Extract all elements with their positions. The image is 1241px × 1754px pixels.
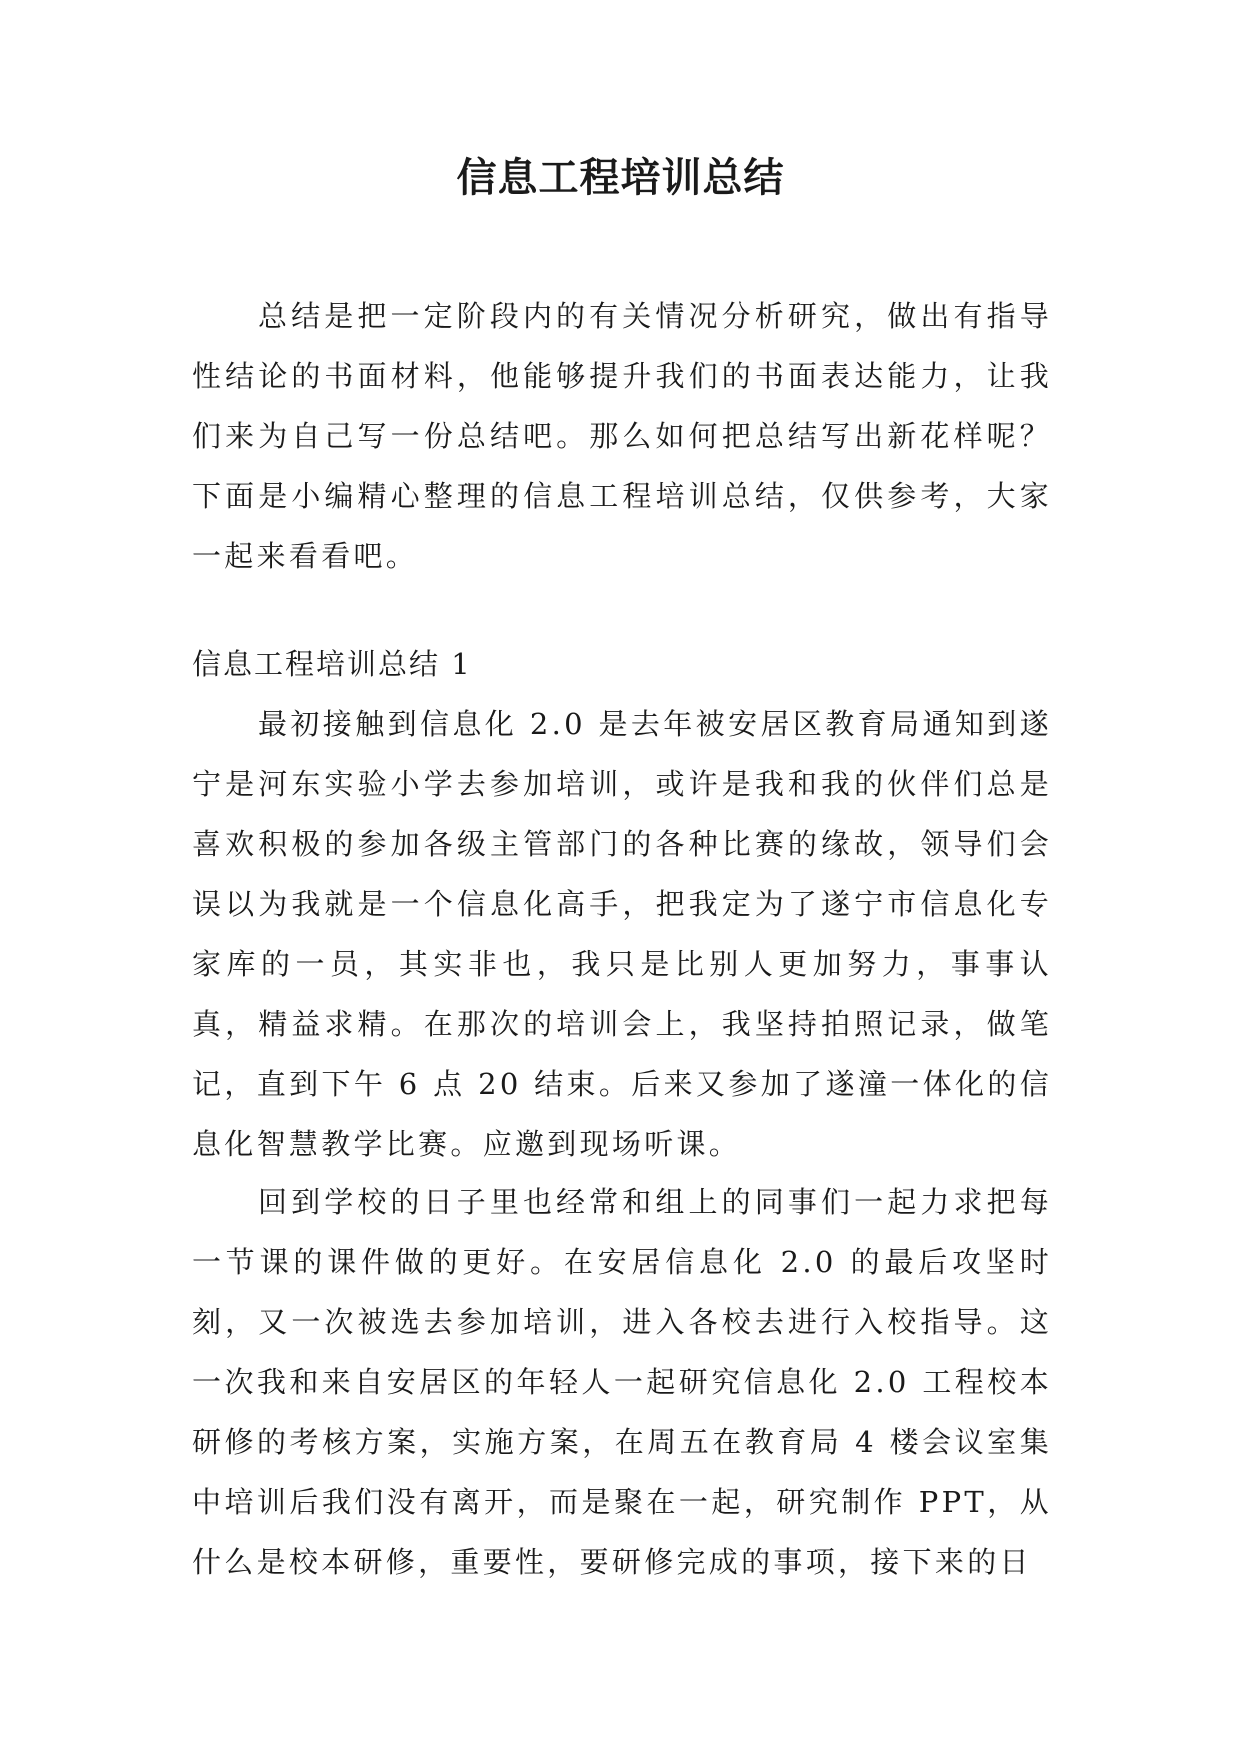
section-heading: 信息工程培训总结 1 [192,647,472,681]
document-title: 信息工程培训总结 [456,155,785,201]
body-paragraph-1: 最初接触到信息化 2.0 是去年被安居区教育局通知到遂宁是河东实验小学去参加培训，或许是我和我的伙伴们总是喜欢积极的参加各级主管部门的各种比赛的缘故，领导们会误以为我就是一个信息化高手，把我定为了遂宁市信息化专家库的一员，其实非也，我只是比别人更加努力，事事认真，精益求精。在那次的培训会上，我坚持拍照记录，做笔记，直到下午 6 点 20 结束。后来又参加了遂潼一体化的信息化智慧教学比赛。应邀到现场听课。 [192,707,1052,1161]
body-paragraph-2: 回到学校的日子里也经常和组上的同事们一起力求把每一节课的课件做的更好。在安居信息化 2.0 的最后攻坚时刻，又一次被选去参加培训，进入各校去进行入校指导。这一次我和来自安居区的年轻人一起研究信息化 2.0 工程校本研修的考核方案，实施方案，在周五在教育局 4 楼会议室集中培训后我们没有离开，而是聚在一起，研究制作 PPT，从什么是校本研修，重要性，要研修完成的事项，接下来的日 [192,1185,1052,1579]
intro-paragraph: 总结是把一定阶段内的有关情况分析研究，做出有指导性结论的书面材料，他能够提升我们的书面表达能力，让我们来为自己写一份总结吧。那么如何把总结写出新花样呢？下面是小编精心整理的信息工程培训总结，仅供参考，大家一起来看看吧。 [192,299,1052,573]
